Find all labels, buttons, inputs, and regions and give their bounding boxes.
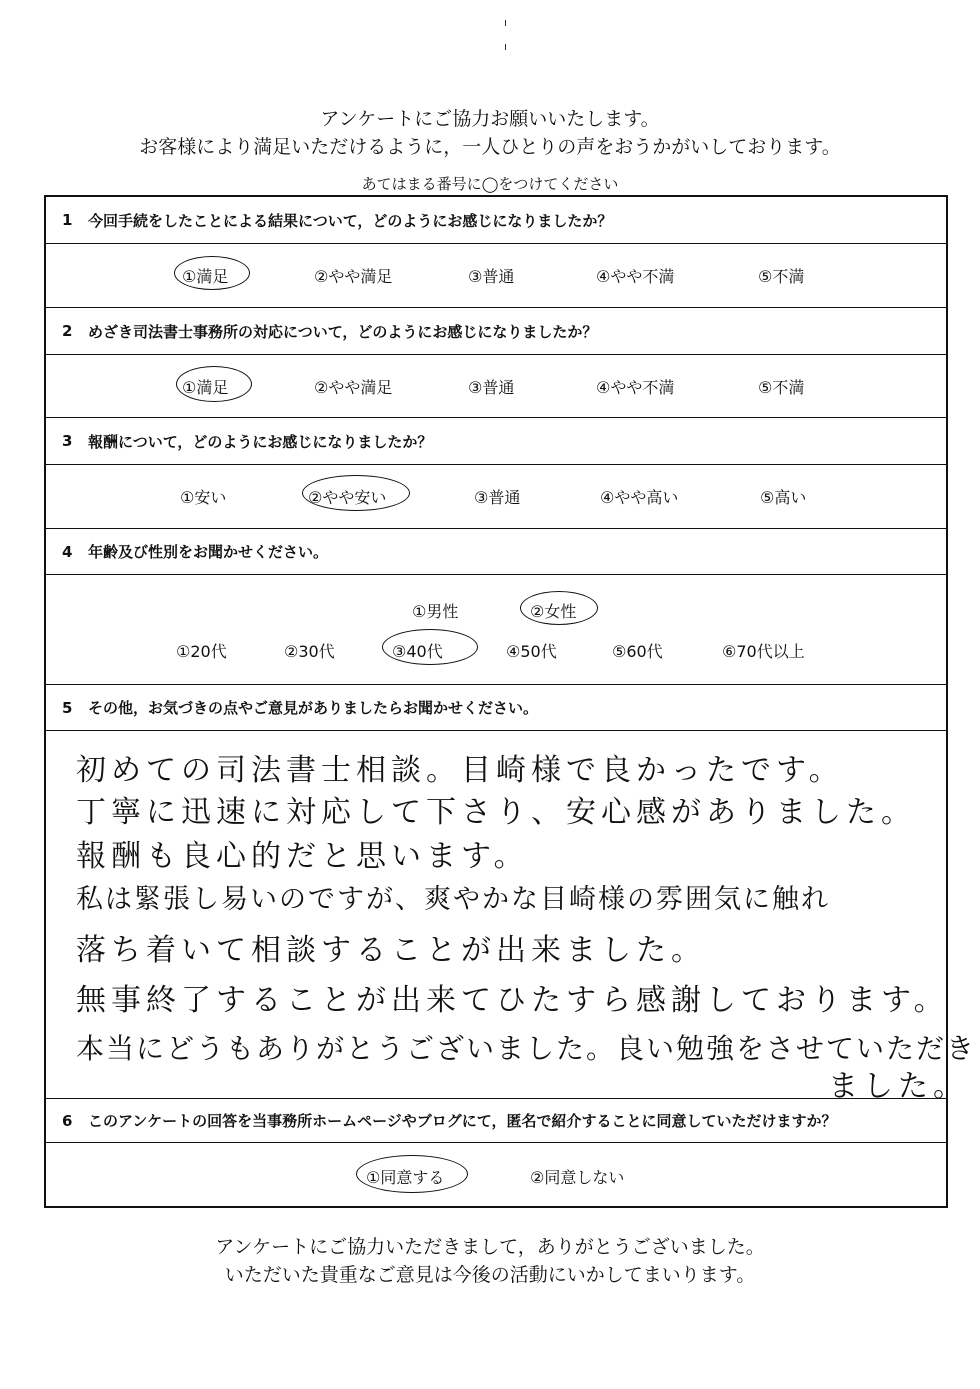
handwritten-line: 落ち着いて相談することが出来ました。 <box>76 933 706 968</box>
question-6-options <box>46 1143 946 1206</box>
selection-circle <box>382 629 478 665</box>
option-q3-3[interactable]: ③普通 <box>474 488 521 507</box>
instruction: あてはまる番号に◯をつけてください <box>361 175 619 193</box>
selection-circle <box>176 366 252 402</box>
option-q2-1[interactable]: ①満足 <box>182 378 229 397</box>
question-2-options <box>46 355 946 418</box>
question-text: 年齢及び性別をお聞かせください。 <box>88 543 329 561</box>
question-3-options <box>46 465 946 529</box>
question-number: 3 <box>62 432 73 450</box>
selection-circle <box>356 1155 468 1193</box>
option-gender-male[interactable]: ①男性 <box>412 602 459 621</box>
option-q1-2[interactable]: ②やや満足 <box>314 267 393 286</box>
option-q1-1[interactable]: ①満足 <box>182 267 229 286</box>
option-q2-3[interactable]: ③普通 <box>468 378 515 397</box>
handwritten-line: 本当にどうもありがとうございました。良い勉強をさせていただき <box>76 1032 977 1065</box>
option-q1-5[interactable]: ⑤不満 <box>758 267 805 286</box>
question-4-options <box>46 575 946 685</box>
handwritten-line: 初めての司法書士相談。目崎様で良かったです。 <box>76 753 844 788</box>
question-number: 2 <box>62 322 73 340</box>
question-number: 6 <box>62 1111 73 1130</box>
handwritten-line: 無事終了することが出来てひたすら感謝しております。 <box>76 983 949 1018</box>
question-text: めざき司法書士事務所の対応について，どのようにお感じになりましたか？ <box>88 322 598 341</box>
option-q3-4[interactable]: ④やや高い <box>600 488 679 507</box>
survey-form <box>44 195 977 1208</box>
option-q3-2[interactable]: ②やや安い <box>308 488 387 507</box>
option-q3-5[interactable]: ⑤高い <box>760 488 807 507</box>
question-5-answer <box>46 731 977 1104</box>
handwritten-line: 丁寧に迅速に対応して下さり、安心感がありました。 <box>76 795 916 830</box>
selection-circle <box>174 256 250 290</box>
closing-line-2: いただいた貴重なご意見は今後の活動にいかしてまいります。 <box>224 1264 756 1286</box>
selection-circle <box>302 475 410 511</box>
option-q2-5[interactable]: ⑤不満 <box>758 378 805 397</box>
intro-line-1: アンケートにご協力お願いいたします。 <box>320 108 660 130</box>
option-gender-female[interactable]: ②女性 <box>530 602 577 621</box>
option-age-30s[interactable]: ②30代 <box>284 642 335 661</box>
question-number: 4 <box>62 542 73 561</box>
option-age-70plus[interactable]: ⑥70代以上 <box>722 642 805 661</box>
intro-line-2: お客様により満足いただけるように，一人ひとりの声をおうかがいしております。 <box>139 136 841 158</box>
question-text: 報酬について，どのようにお感じになりましたか？ <box>88 432 433 451</box>
question-number: 5 <box>62 698 73 717</box>
question-1-options <box>46 244 946 308</box>
question-5-header <box>46 685 946 731</box>
option-age-60s[interactable]: ⑤60代 <box>612 642 663 661</box>
selection-circle <box>520 591 598 625</box>
question-text: このアンケートの回答を当事務所ホームページやブログにて，匿名で紹介することに同意していただけますか？ <box>88 1112 837 1130</box>
option-age-20s[interactable]: ①20代 <box>176 642 227 661</box>
option-q2-2[interactable]: ②やや満足 <box>314 378 393 397</box>
option-age-50s[interactable]: ④50代 <box>506 642 557 661</box>
option-q1-4[interactable]: ④やや不満 <box>596 267 675 286</box>
closing-line-1: アンケートにご協力いただきまして，ありがとうございました。 <box>215 1236 765 1258</box>
question-number: 1 <box>62 211 73 229</box>
option-q6-disagree[interactable]: ②同意しない <box>530 1168 625 1187</box>
question-text: 今回手続をしたことによる結果について，どのようにお感じになりましたか？ <box>88 211 613 230</box>
handwritten-line: ました。 <box>828 1069 968 1104</box>
question-3-header <box>46 418 946 465</box>
question-text: その他，お気づきの点やご意見がありましたらお聞かせください。 <box>88 699 539 717</box>
option-age-40s[interactable]: ③40代 <box>392 642 443 661</box>
option-q2-4[interactable]: ④やや不満 <box>596 378 675 397</box>
question-6-header <box>46 1099 946 1143</box>
option-q1-3[interactable]: ③普通 <box>468 267 515 286</box>
scan-mark-bottom <box>505 44 506 50</box>
handwritten-line: 報酬も良心的だと思います。 <box>76 839 529 874</box>
question-2-header <box>46 308 946 355</box>
option-q3-1[interactable]: ①安い <box>180 488 227 507</box>
question-1-header <box>46 197 946 244</box>
question-4-header <box>46 529 946 575</box>
handwritten-line: 私は緊張し易いのですが、爽やかな目崎様の雰囲気に触れ <box>76 884 830 915</box>
scan-mark-top <box>505 20 506 26</box>
option-q6-agree[interactable]: ①同意する <box>366 1168 445 1187</box>
